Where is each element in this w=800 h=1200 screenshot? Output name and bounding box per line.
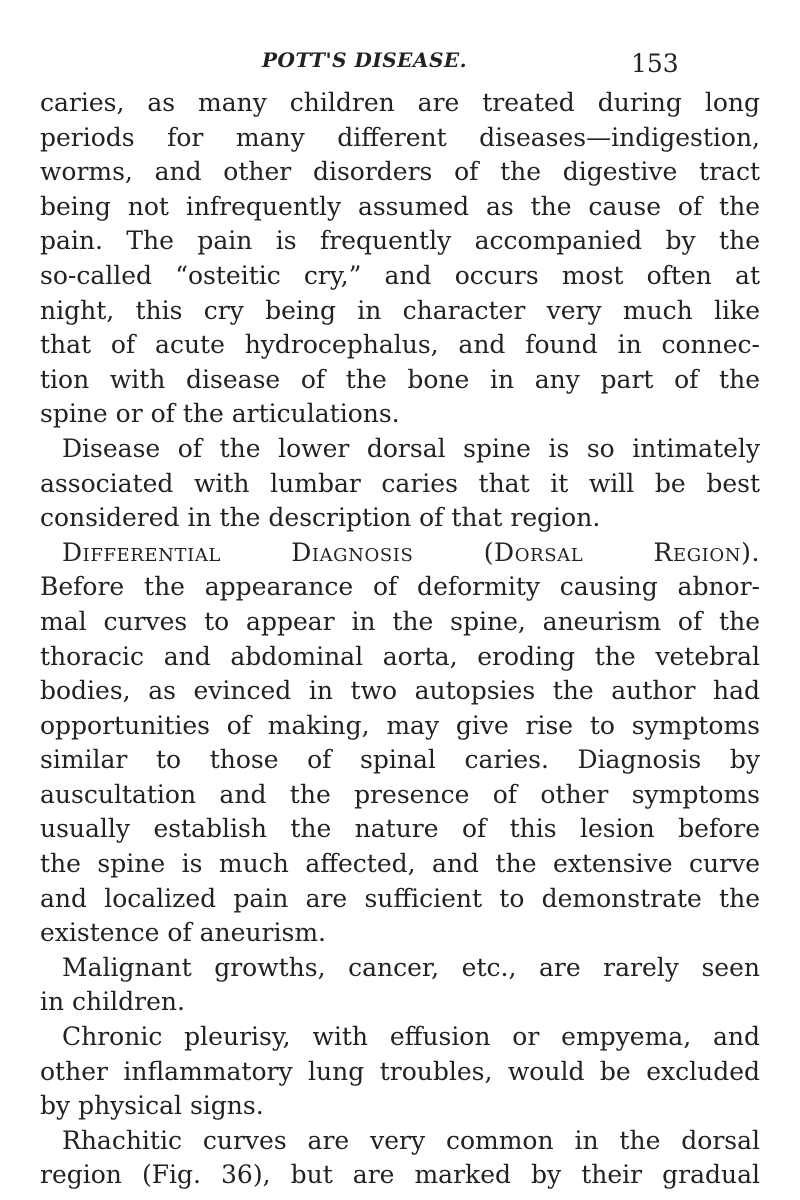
text-line: night, this cry being in character very much like: [40, 295, 760, 325]
text-line: bodies, as evinced in two autopsies the author had: [40, 676, 760, 706]
section-heading: Differential Diagnosis (Dorsal Region).: [62, 537, 760, 567]
text-line: in children.: [40, 987, 185, 1017]
text-line: mal curves to appear in the spine, aneurism of the: [40, 606, 760, 636]
text-line: worms, and other disorders of the digestive tract: [40, 157, 760, 187]
text-line: pain. The pain is frequently accompanied by the: [40, 226, 760, 256]
paragraph-start-line: Rhachitic curves are very common in the dorsal: [62, 1125, 760, 1155]
text-line: existence of aneurism.: [40, 918, 326, 948]
text-line: by physical signs.: [40, 1091, 264, 1121]
running-title: POTT'S DISEASE.: [262, 48, 468, 72]
paragraph-start-line: Malignant growths, cancer, etc., are rarely seen: [62, 952, 760, 982]
text-line: auscultation and the presence of other symptoms: [40, 779, 760, 809]
text-line: that of acute hydrocephalus, and found in connec-: [40, 330, 760, 360]
paragraph-start-line: Chronic pleurisy, with effusion or empyema, and: [62, 1022, 760, 1052]
text-line: spine or of the articulations.: [40, 399, 400, 429]
text-line: the spine is much affected, and the extensive curve: [40, 849, 760, 879]
text-line: and localized pain are sufficient to demonstrate the: [40, 883, 760, 913]
text-line: caries, as many children are treated during long: [40, 88, 760, 117]
text-line: so-called “osteitic cry,” and occurs most often at: [40, 260, 760, 290]
text-line: tion with disease of the bone in any part of the: [40, 364, 760, 394]
text-line: other inflammatory lung troubles, would be excluded: [40, 1056, 760, 1086]
paragraph-start-line: Disease of the lower dorsal spine is so intimately: [62, 433, 760, 463]
text-line: Before the appearance of deformity causing abnor-: [40, 572, 760, 602]
text-line: associated with lumbar caries that it will be best: [40, 468, 760, 498]
text-line: thoracic and abdominal aorta, eroding the vetebral: [40, 641, 760, 671]
text-line: periods for many different diseases—indigestion,: [40, 122, 760, 152]
page-number: 153: [631, 49, 679, 78]
text-line: usually establish the nature of this lesion before: [40, 814, 760, 844]
text-line: region (Fig. 36), but are marked by their gradual: [40, 1160, 760, 1190]
text-line: opportunities of making, may give rise to symptoms: [40, 710, 760, 740]
body-text: [40, 86, 760, 1193]
text-line: considered in the description of that region.: [40, 503, 601, 533]
text-line: similar to those of spinal caries. Diagnosis by: [40, 745, 760, 775]
text-line: being not infrequently assumed as the cause of the: [40, 191, 760, 221]
